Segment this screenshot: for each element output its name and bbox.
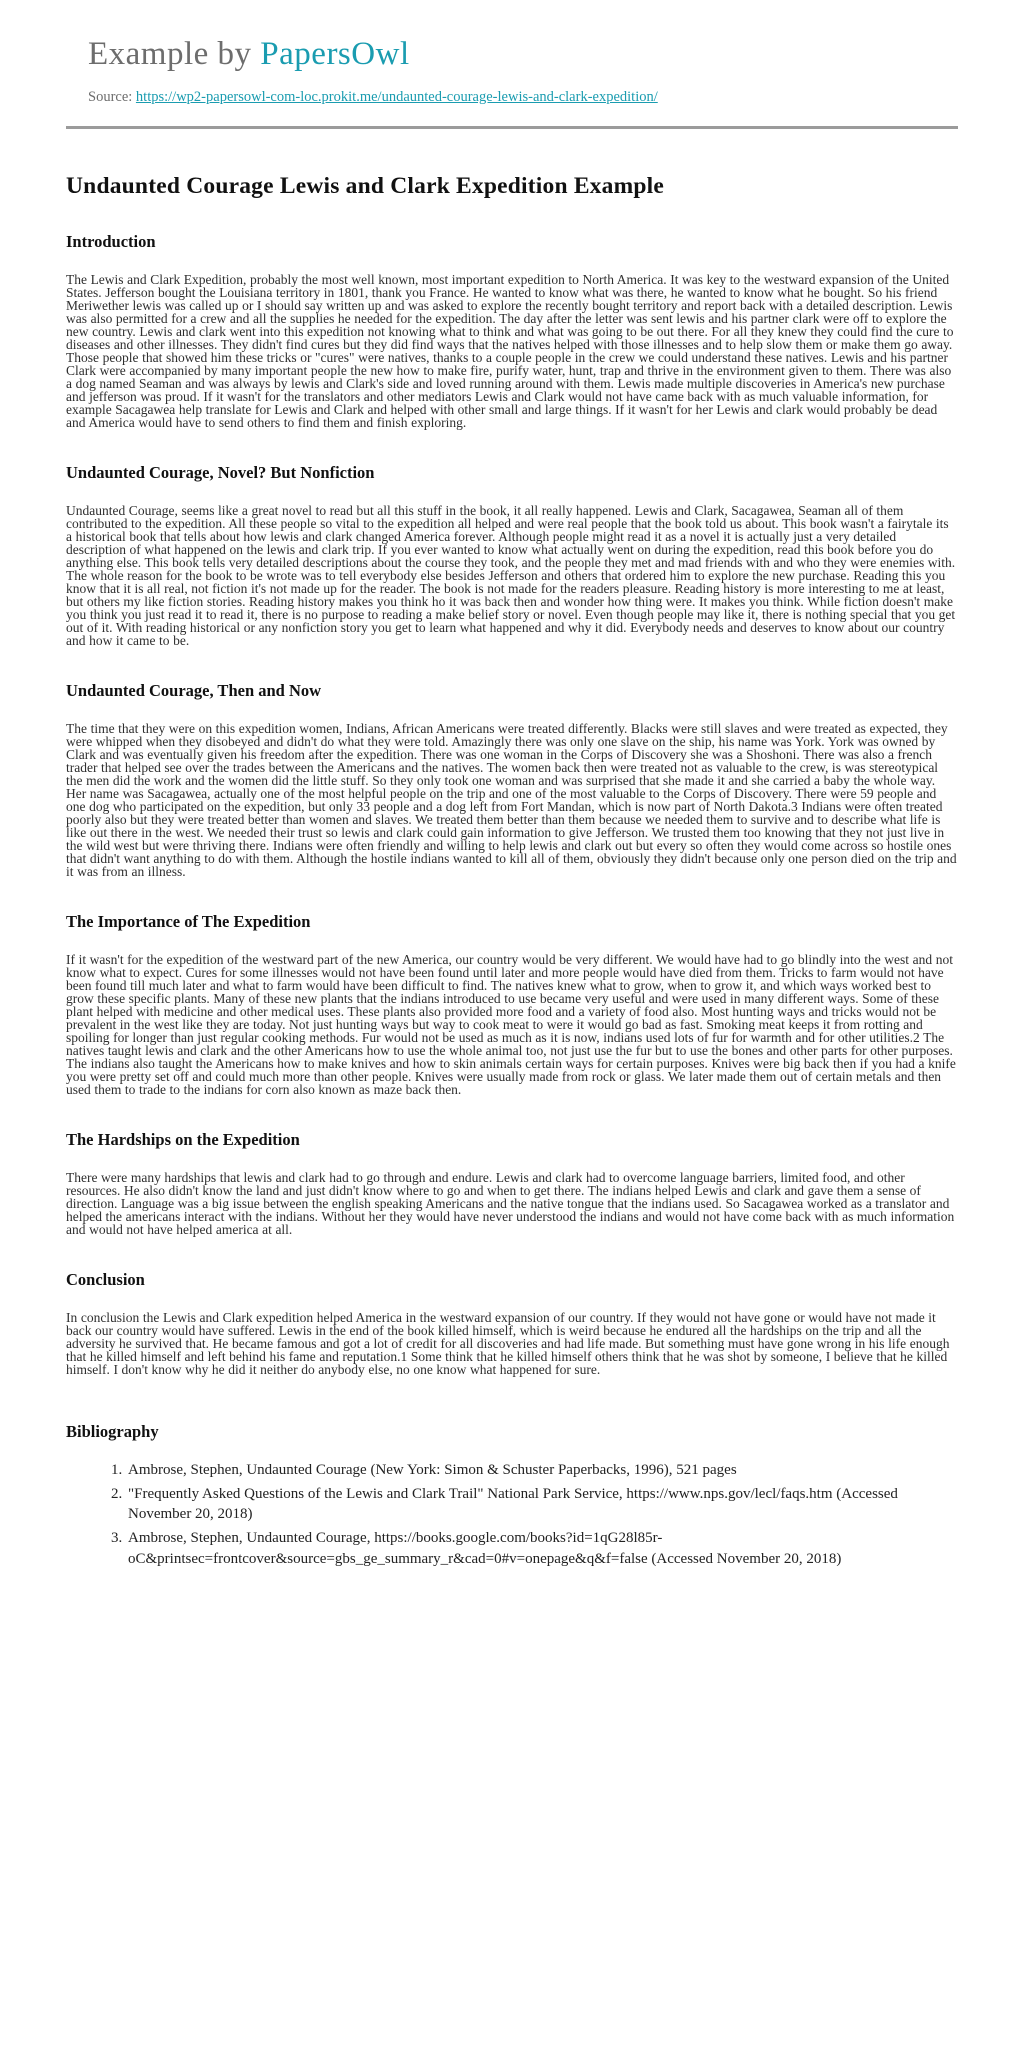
bibliography-item: 1. Ambrose, Stephen, Undaunted Courage (New York: Simon & Schuster Paperbacks, 1996), 521 pages [126,1460,958,1481]
source-label: Source: [88,89,136,105]
section-body-importance-of-expedition: If it wasn't for the expedition of the westward part of the new America, our country would be very different. We would have had to go blindly into the west and not know what to expect. Cures for some illnesses would not have been found until later and more people would have died from them. Tricks to farm would not have been found till much later and what to farm would have been difficult to find. The natives knew what to grow, when to grow it, and which ways worked best to grow these specific plants. Many of these new plants that the indians introduced to use became very useful and were used in many different ways. Some of these plant helped with medicine and other medical uses. These plants also provided more food and a variety of food also. Most hunting ways and tricks would not be prevalent in the west like they are today. Not just hunting ways but way to cook meat to were it would go bad as fast. Smoking meat keeps it from rotting and spoiling for longer than just regular cooking methods. Fur would not be used as much as it is now, indians used lots of fur for warmth and for other utilities.2 The natives taught lewis and clark and the other Americans how to use the whole animal too, not just use the fur but to use the bones and other parts for other purposes. The indians also taught the Americans how to make knives and how to skin animals certain ways for certain purposes. Knives were big back then if you had a knife you were pretty set off and could much more than other people. Knives were usually made from rock or glass. We later made them out of certain metals and then used them to trade to the indians for corn also known as maze back then. [66,952,956,1097]
section-body-hardships-on-expedition: There were many hardships that lewis and clark had to go through and endure. Lewis and clark had to overcome language barriers, limited food, and other resources. He also didn't know the land and just didn't know where to go and when to get there. The indians helped Lewis and clark and gave them a sense of direction. Language was a big issue between the english speaking Americans and the native tongue that the indians used. So Sacagawea worked as a translator and helped the americans interact with the indians. Without her they would have never understood the indians and would not have come back with as much information and would not have helped america at all. [66,1170,955,1237]
example-by-label: Example by [88,36,261,72]
section-importance-of-expedition [66,912,958,1096]
section-hardships-on-expedition [66,1130,958,1236]
section-heading-importance-of-expedition: The Importance of The Expedition [66,912,311,931]
section-then-and-now [66,681,958,878]
divider [66,126,958,129]
section-bibliography [66,1422,958,1569]
section-body-then-and-now: The time that they were on this expedition women, Indians, African Americans were treated differently. Blacks were still slaves and were treated as expected, they were whipped when they disobeyed and didn't do what they were told. Amazingly there was only one slave on the ship, his name was York. York was owned by Clark and was eventually given his freedom after the expedition. There was one woman in the Corps of Discovery she was a Shoshoni. There was also a french trader that helped see over the trades between the Americans and the natives. The women back then were treated not as valuable to the crew, is was stereotypical the men did the work and the women did the little stuff. So they only took one woman and was surprised that she made it and she carried a baby the whole way. Her name was Sacagawea, actually one of the most helpful people on the trip and one of the most valuable to the Corps of Discovery. There were 59 people and one dog who participated on the expedition, but only 33 people and a dog left from Fort Mandan, which is now part of North Dakota.3 Indians were often treated poorly also but they were treated better than women and slaves. We treated them better than them because we needed them to survive and to describe what life is like out there in the west. We needed their trust so lewis and clark could gain information to give Jefferson. We trusted them too knowing that they not just live in the wild west but were thriving there. Indians were often friendly and willing to help lewis and clark out but every so often they would come across so hostile ones that didn't want anything to do with them. Although the hostile indians wanted to kill all of them, obviously they didn't because only one person died on the trip and it was from an illness. [66,721,957,879]
section-introduction [66,232,958,429]
bibliography-list [66,1460,958,1569]
section-body-novel-but-nonfiction: Undaunted Courage, seems like a great novel to read but all this stuff in the book, it all really happened. Lewis and Clark, Sacagawea, Seaman all of them contributed to the expedition. All these people so vital to the expedition all helped and were real people that the book told us about. This book wasn't a fairytale its a historical book that tells about how lewis and clark changed America forever. Although people might read it as a novel it is actually just a very detailed description of what happened on the lewis and clark trip. If you ever wanted to know what actually went on during the expedition, read this book before you do anything else. This book tells very detailed descriptions about the course they took, and the people they met and mad friends with and who they were enemies with. The whole reason for the book to be wrote was to tell everybody else besides Jefferson and others that ordered him to explore the new purchase. Reading this you know that it is all real, not fiction it's not made up for the reader. The book is not made for the readers pleasure. Reading history is more interesting to me at least, but others my like fiction stories. Reading history makes you think ho it was back then and wonder how thing were. It makes you think. While fiction doesn't make you think you just read it to read it, there is no purpose to reading a make belief story or novel. Even though people may like it, there is nothing special that you get out of it. With reading historical or any nonfiction story you get to learn what happened and why it did. Everybody needs and deserves to know about our country and how it came to be. [66,503,956,648]
source-line [88,89,958,106]
bibliography-item: 3. Ambrose, Stephen, Undaunted Courage, https://books.google.com/books?id=1qG28l85r-oC&printsec=frontcover&source=gbs_ge_summary_r&cad=0#v=onepage&q&f=false (Accessed November 20, 2018) [126,1528,958,1569]
section-heading-then-and-now: Undaunted Courage, Then and Now [66,681,322,700]
section-heading-introduction: Introduction [66,232,156,251]
section-conclusion [66,1270,958,1376]
section-heading-novel-but-nonfiction: Undaunted Courage, Novel? But Nonfiction [66,463,375,482]
section-novel-but-nonfiction [66,463,958,647]
section-body-conclusion: In conclusion the Lewis and Clark expedition helped America in the westward expansion of our country. If they would not have gone or would have not made it back our country would have suffered. Lewis in the end of the book killed himself, which is weird because he endured all the hardships on the trip and all the adversity he survived that. He became famous and got a lot of credit for all discoveries and had life made. But something must have gone wrong in his life enough that he killed himself and left behind his fame and reputation.1 Some think that he killed himself others think that he was shot by someone, I believe that he killed himself. I don't know why he did it neither do anybody else, no one know what happened for sure. [66,1310,950,1377]
section-heading-conclusion: Conclusion [66,1270,145,1289]
example-by-line [88,36,958,73]
section-heading-hardships-on-expedition: The Hardships on the Expedition [66,1130,300,1149]
source-url-link[interactable]: https://wp2-papersowl-com-loc.prokit.me/undaunted-courage-lewis-and-clark-expedition/ [135,89,658,105]
papersowl-brand-link[interactable]: PapersOwl [260,36,410,72]
page-title: Undaunted Courage Lewis and Clark Expedition Example [66,173,664,199]
document-header [66,36,958,106]
section-body-introduction: The Lewis and Clark Expedition, probably the most well known, most important expedition to North America. It was key to the westward expansion of the United States. Jefferson bought the Louisiana territory in 1801, thank you France. He wanted to know what was there, he wanted to know what he bought. So his friend Meriwether lewis was called up or I should say written up and was asked to explore the recently bought territory and report back with a detailed description. Lewis was also permitted for a crew and all the supplies he needed for the expedition. The day after the letter was sent lewis and his partner clark were off to explore the new country. Lewis and clark went into this expedition not knowing what to think and what was going to be out there. For all they knew they could find the cure to diseases and other illnesses. They didn't find cures but they did find ways that the natives helped with those illnesses and to help slow them or make them go away. Those people that showed him these tricks or "cures" were natives, thanks to a couple people in the crew we could understand these natives. Lewis and his partner Clark were accompanied by many important people the new how to make fire, purify water, hunt, trap and thrive in the environment given to them. There was also a dog named Seaman and was always by lewis and Clark's side and loved running around with them. Lewis made multiple discoveries in America's new purchase and jefferson was proud. If it wasn't for the translators and other mediators Lewis and Clark would not have came back with as much valuable information, for example Sacagawea help translate for Lewis and Clark and helped with other small and large things. If it wasn't for her Lewis and clark would probably be dead and America would have to send others to find them and finish exploring. [66,272,954,430]
section-heading-bibliography: Bibliography [66,1422,159,1441]
bibliography-item: 2. "Frequently Asked Questions of the Lewis and Clark Trail" National Park Service, https://www.nps.gov/lecl/faqs.htm (Accessed November 20, 2018) [126,1484,958,1525]
